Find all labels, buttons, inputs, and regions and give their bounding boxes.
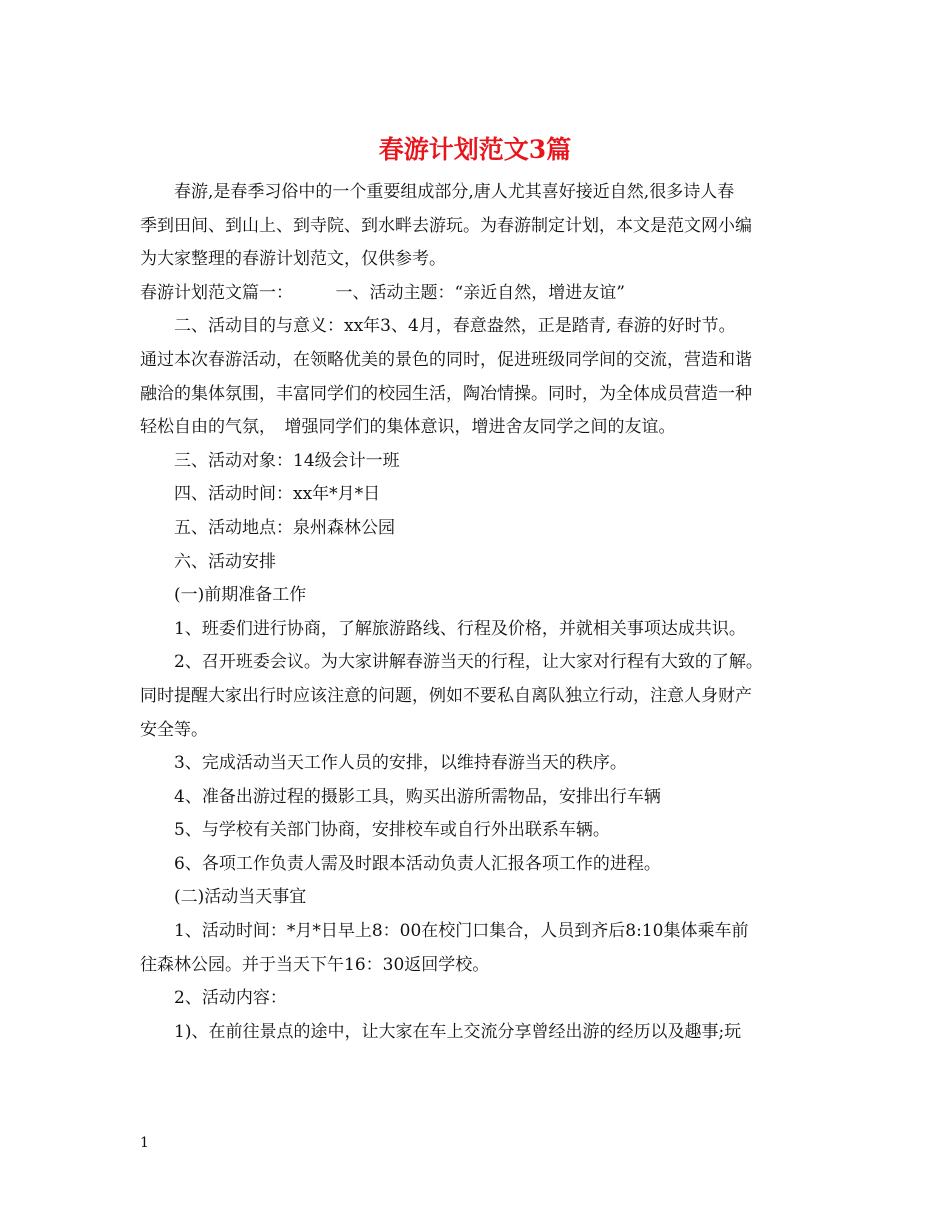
section-heading: 六、活动安排	[174, 551, 276, 572]
paragraph-line: 6、各项工作负责人需及时跟本活动负责人汇报各项工作的进程。	[174, 853, 661, 874]
subsection-heading: (二)活动当天事宜	[174, 887, 307, 908]
paragraph-line: 为大家整理的春游计划范文，仅供参考。	[140, 249, 446, 270]
paragraph-line: 五、活动地点：泉州森林公园	[174, 517, 395, 538]
document-title: 春游计划范文3篇	[378, 135, 572, 164]
paragraph-line: 季到田间、到山上、到寺院、到水畔去游玩。为春游制定计划，本文是范文网小编	[140, 215, 752, 236]
subsection-heading: (一)前期准备工作	[174, 585, 307, 606]
paragraph-line: 1、班委们进行协商，了解旅游路线、行程及价格，并就相关事项达成共识。	[174, 618, 746, 639]
paragraph-line: 三、活动对象：14级会计一班	[174, 450, 400, 471]
paragraph-line: 往森林公园。并于当天下午16：30返回学校。	[140, 954, 490, 975]
paragraph-line: 同时提醒大家出行时应该注意的问题，例如不要私自离队独立行动，注意人身财产	[140, 685, 752, 706]
page-number: 1	[140, 1135, 149, 1151]
paragraph-line: 3、完成活动当天工作人员的安排，以维持春游当天的秩序。	[174, 753, 627, 774]
paragraph-line: 1)、在前往景点的途中，让大家在车上交流分享曾经出游的经历以及趣事;玩	[174, 1021, 742, 1042]
paragraph-line: 通过本次春游活动，在领略优美的景色的同时，促进班级同学间的交流，营造和谐	[140, 349, 752, 370]
paragraph-line: 融洽的集体氛围，丰富同学们的校园生活，陶冶情操。同时，为全体成员营造一种	[140, 383, 752, 404]
paragraph-line: 四、活动时间：xx年*月*日	[174, 484, 381, 505]
paragraph-line: 二、活动目的与意义：xx年3、4月，春意盎然，正是踏青, 春游的好时节。	[174, 316, 736, 337]
paragraph-line: 春游计划范文篇一： 一、活动主题：“亲近自然，增进友谊”	[140, 282, 625, 303]
paragraph-line: 2、活动内容：	[174, 988, 287, 1009]
paragraph-line: 5、与学校有关部门协商，安排校车或自行外出联系车辆。	[174, 820, 610, 841]
document-body	[140, 176, 812, 1049]
paragraph-line: 春游,是春季习俗中的一个重要组成部分,唐人尤其喜好接近自然,很多诗人春	[174, 182, 735, 202]
paragraph-line: 安全等。	[140, 719, 208, 740]
paragraph-line: 1、活动时间：*月*日早上8：00在校门口集合，人员到齐后8:10集体乘车前	[174, 921, 749, 942]
paragraph-line: 轻松自由的气氛， 增强同学们的集体意识，增进舍友同学之间的友谊。	[140, 417, 676, 438]
paragraph-line: 2、召开班委会议。为大家讲解春游当天的行程，让大家对行程有大致的了解。	[174, 652, 763, 673]
paragraph-line: 4、准备出游过程的摄影工具，购买出游所需物品，安排出行车辆	[174, 786, 661, 807]
